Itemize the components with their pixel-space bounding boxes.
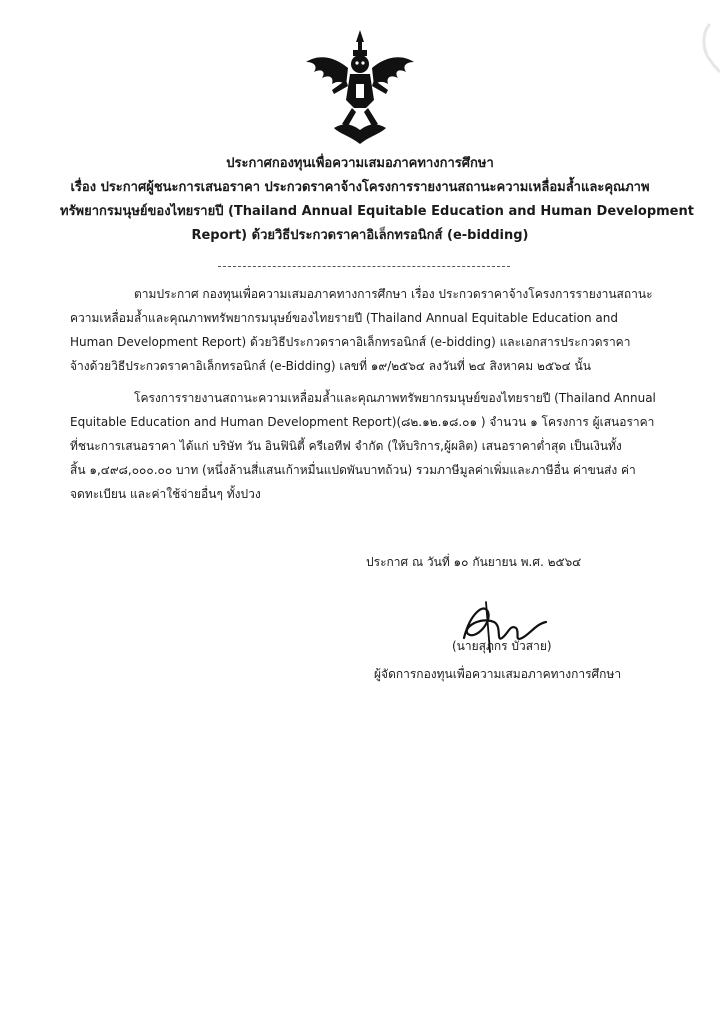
- paragraph-line: ความเหลื่อมล้ำและคุณภาพทรัพยากรมนุษย์ของไทยรายปี (Thailand Annual Equitable Education and: [70, 311, 618, 325]
- title-line: ทรัพยากรมนุษย์ของไทยรายปี (Thailand Annual Equitable Education and Human Development: [60, 204, 694, 219]
- paragraph-line: โครงการรายงานสถานะความเหลื่อมล้ำและคุณภาพทรัพยากรมนุษย์ของไทยรายปี (Thailand Annual: [134, 391, 656, 405]
- announcement-title: [60, 152, 694, 248]
- signer-title: ผู้จัดการกองทุนเพื่อความเสมอภาคทางการศึกษา: [374, 667, 622, 681]
- paragraph-line: สิ้น ๑,๔๙๘,๐๐๐.๐๐ บาท (หนึ่งล้านสี่แสนเก้าหมื่นแปดพันบาทถ้วน) รวมภาษีมูลค่าเพิ่มและภาษีอื่น ค่าขนส่ง ค่า: [70, 463, 636, 477]
- signer-name: (นายสุภกร บัวสาย): [452, 639, 552, 653]
- garuda-emblem-icon: [304, 28, 416, 146]
- title-line: ประกาศกองทุนเพื่อความเสมอภาคทางการศึกษา: [226, 156, 494, 171]
- announcement-date: ประกาศ ณ วันที่ ๑๐ กันยายน พ.ศ. ๒๕๖๔: [366, 555, 582, 569]
- scan-smudge: [680, 20, 720, 80]
- title-line: เรื่อง ประกาศผู้ชนะการเสนอราคา ประกวดราคาจ้างโครงการรายงานสถานะความเหลื่อมล้ำและคุณภาพ: [70, 180, 650, 195]
- paragraph-line: ตามประกาศ กองทุนเพื่อความเสมอภาคทางการศึกษา เรื่อง ประกวดราคาจ้างโครงการรายงานสถานะ: [134, 287, 653, 301]
- dashed-divider: [218, 266, 510, 267]
- paragraph-line: ที่ชนะการเสนอราคา ได้แก่ บริษัท วัน อินฟินิตี้ ครีเอทีฟ จำกัด (ให้บริการ,ผู้ผลิต) เสนอราคาต่ำสุด เป็นเงินทั้ง: [70, 439, 622, 453]
- paragraph-line: Human Development Report) ด้วยวิธีประกวดราคาอิเล็กทรอนิกส์ (e-bidding) และเอกสารประกวดราคา: [70, 335, 631, 349]
- paragraph-line: จ้างด้วยวิธีประกวดราคาอิเล็กทรอนิกส์ (e-Bidding) เลขที่ ๑๙/๒๕๖๔ ลงวันที่ ๒๔ สิงหาคม ๒๕๖๔ นั้น: [70, 359, 591, 373]
- paragraph-line: จดทะเบียน และค่าใช้จ่ายอื่นๆ ทั้งปวง: [70, 487, 261, 501]
- paragraph-line: Equitable Education and Human Development Report)(๘๒.๑๒.๑๘.๐๑ ) จำนวน ๑ โครงการ ผู้เสนอราคา: [70, 415, 655, 429]
- title-line: Report) ด้วยวิธีประกวดราคาอิเล็กทรอนิกส์ (e-bidding): [191, 228, 529, 243]
